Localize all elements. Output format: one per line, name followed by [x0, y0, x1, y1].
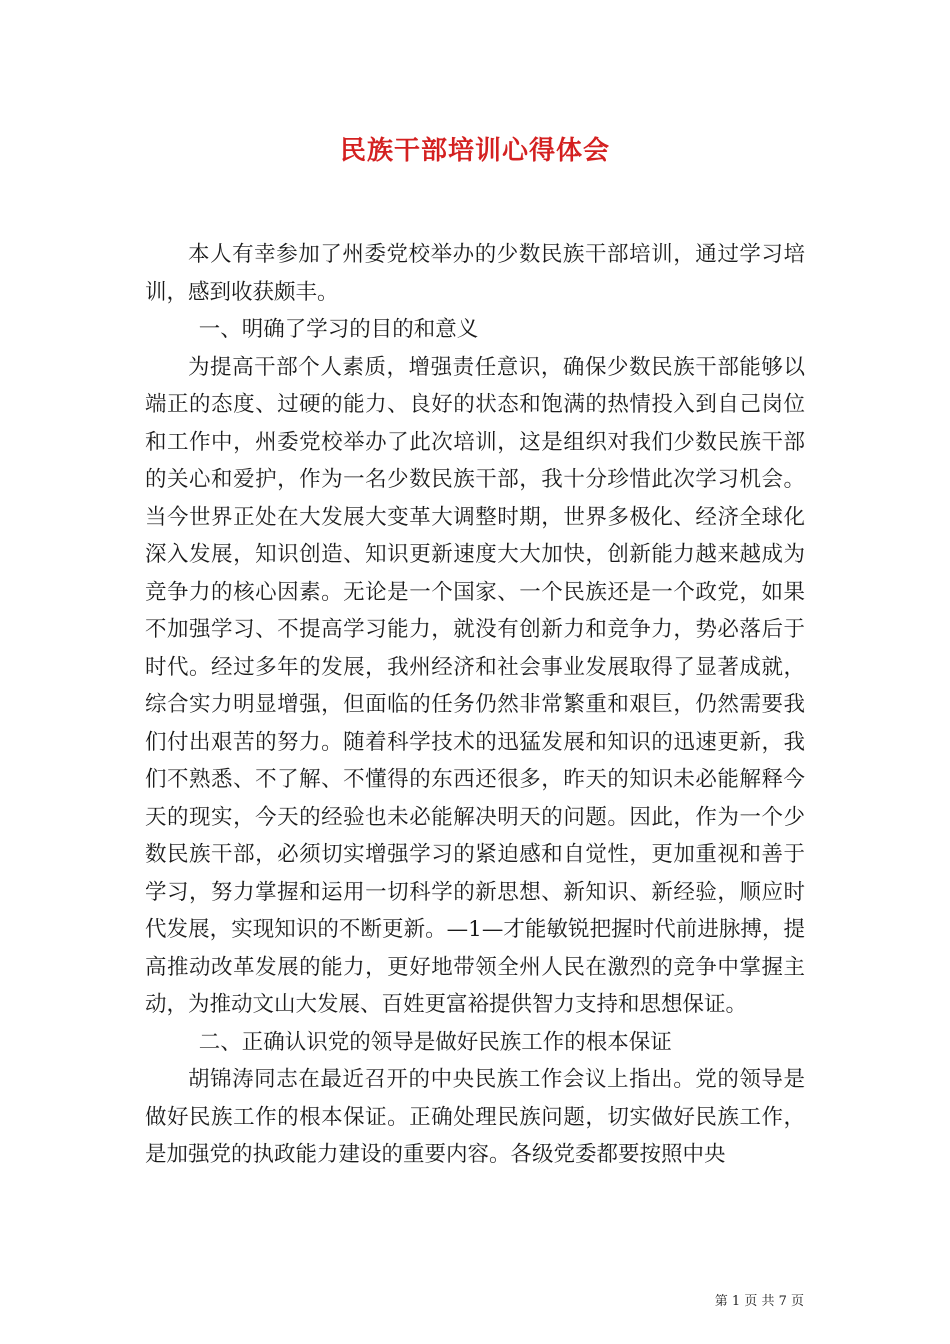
- section-heading-1: 一、明确了学习的目的和意义: [198, 317, 479, 342]
- paragraph-intro: 本人有幸参加了州委党校举办的少数民族干部培训，通过学习培训，感到收获颇丰。: [145, 242, 805, 305]
- paragraph-section-2: 胡锦涛同志在最近召开的中央民族工作会议上指出。党的领导是做好民族工作的根本保证。正确处理民族问题，切实做好民族工作，是加强党的执政能力建设的重要内容。各级党委都要按照中央: [145, 1067, 805, 1167]
- document-title: 民族干部培训心得体会: [339, 136, 610, 166]
- section-heading-2: 二、正确认识党的领导是做好民族工作的根本保证: [198, 1029, 672, 1055]
- document-body: [145, 236, 805, 1174]
- page-number: 第 1 页 共 7 页: [714, 1294, 804, 1309]
- paragraph-section-1: 为提高干部个人素质，增强责任意识，确保少数民族干部能够以端正的态度、过硬的能力、良好的状态和饱满的热情投入到自己岗位和工作中，州委党校举办了此次培训，这是组织对我们少数民族干部的关心和爱护，作为一名少数民族干部，我十分珍惜此次学习机会。当今世界正处在大发展大变革大调整时期，世界多极化、经济全球化深入发展，知识创造、知识更新速度大大加快，创新能力越来越成为竞争力的核心因素。无论是一个国家、一个民族还是一个政党，如果不加强学习、不提高学习能力，就没有创新力和竞争力，势必落后于时代。经过多年的发展，我州经济和社会事业发展取得了显著成就，综合实力明显增强，但面临的任务仍然非常繁重和艰巨，仍然需要我们付出艰苦的努力。随着科学技术的迅猛发展和知识的迅速更新，我们不熟悉、不了解、不懂得的东西还很多，昨天的知识未必能解释今天的现实，今天的经验也未必能解决明天的问题。因此，作为一个少数民族干部，必须切实增强学习的紧迫感和自觉性，更加重视和善于学习，努力掌握和运用一切科学的新思想、新知识、新经验，顺应时代发展，实现知识的不断更新。—1—才能敏锐把握时代前进脉搏，提高推动改革发展的能力，更好地带领全州人民在激烈的竞争中掌握主动，为推动文山大发展、百姓更富裕提供智力支持和思想保证。: [145, 354, 805, 1017]
